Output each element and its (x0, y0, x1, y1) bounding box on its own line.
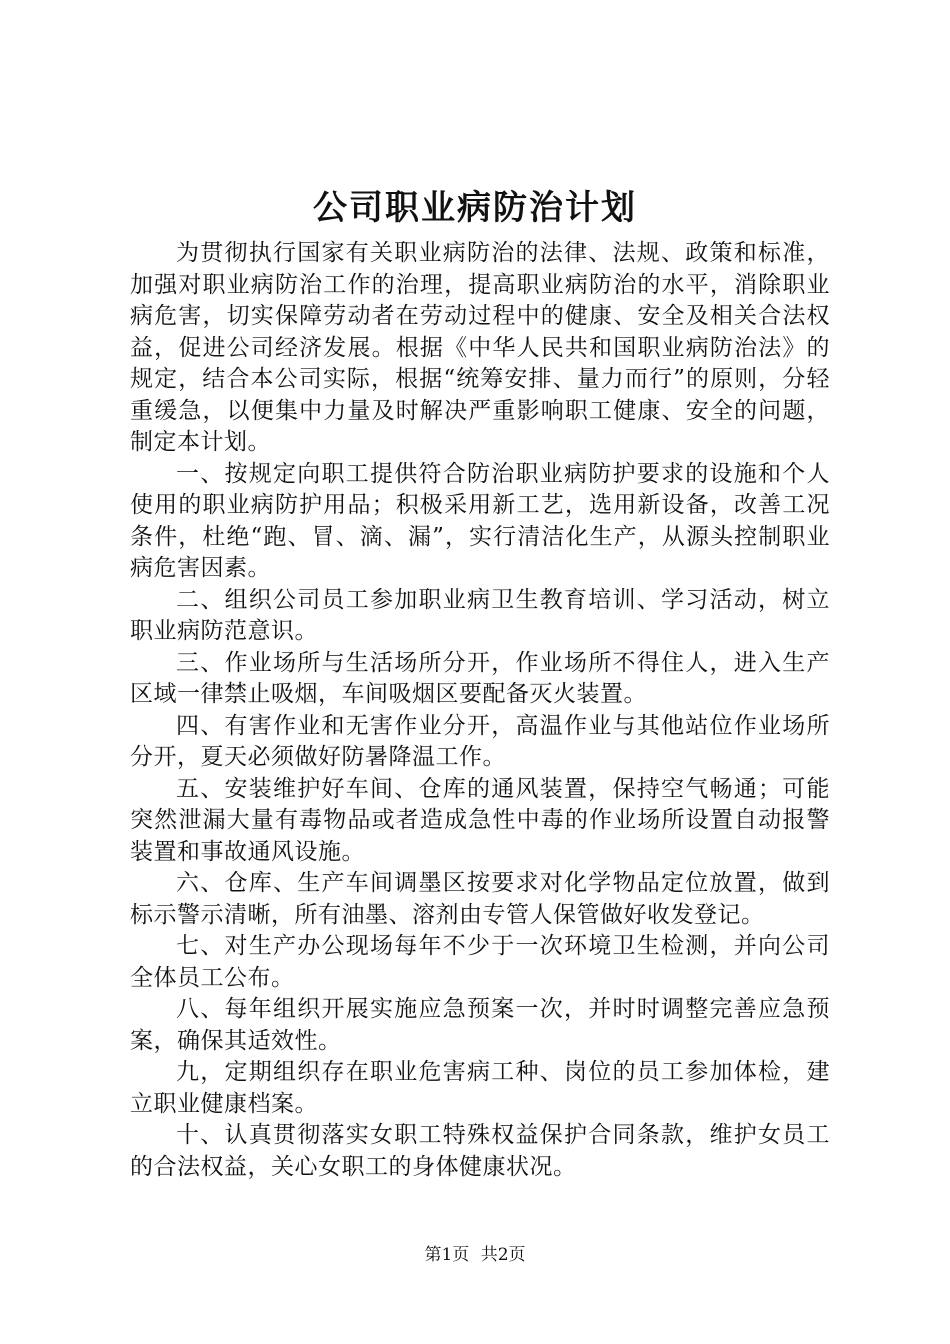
paragraph-item-3: 三、作业场所与生活场所分开，作业场所不得住人，进入生产区域一律禁止吸烟，车间吸烟区要配备灭火装置。 (130, 649, 830, 707)
document-title: 公司职业病防治计划 (313, 188, 637, 228)
page-footer (0, 1243, 950, 1267)
paragraph-item-7: 七、对生产办公现场每年不少于一次环境卫生检测，并向公司全体员工公布。 (130, 933, 830, 991)
paragraph-item-6: 六、仓库、生产车间调墨区按要求对化学物品定位放置，做到标示警示清晰，所有油墨、溶剂由专管人保管做好收发登记。 (130, 870, 830, 928)
paragraph-item-8: 八、每年组织开展实施应急预案一次，并时时调整完善应急预案，确保其适效性。 (130, 996, 830, 1054)
document-body (130, 238, 830, 1183)
paragraph-item-5: 五、安装维护好车间、仓库的通风装置，保持空气畅通；可能突然泄漏大量有毒物品或者造成急性中毒的作业场所设置自动报警装置和事故通风设施。 (130, 775, 830, 865)
paragraph-item-9: 九，定期组织存在职业危害病工种、岗位的员工参加体检，建立职业健康档案。 (130, 1059, 830, 1117)
page-total: 共2页 (480, 1245, 526, 1265)
paragraph-item-4: 四、有害作业和无害作业分开，高温作业与其他站位作业场所分开，夏天必须做好防暑降温工作。 (130, 712, 830, 770)
paragraph-intro: 为贯彻执行国家有关职业病防治的法律、法规、政策和标准，加强对职业病防治工作的治理，提高职业病防治的水平，消除职业病危害，切实保障劳动者在劳动过程中的健康、安全及相关合法权益，促进公司经济发展。根据《中华人民共和国职业病防治法》的规定，结合本公司实际，根据“统筹安排、量力而行”的原则，分轻重缓急，以便集中力量及时解决严重影响职工健康、安全的问题，制定本计划。 (130, 240, 830, 455)
paragraph-item-10: 十、认真贯彻落实女职工特殊权益保护合同条款，维护女员工的合法权益，关心女职工的身体健康状况。 (130, 1122, 830, 1180)
paragraph-item-2: 二、组织公司员工参加职业病卫生教育培训、学习活动，树立职业病防范意识。 (130, 586, 830, 644)
paragraph-item-1: 一、按规定向职工提供符合防治职业病防护要求的设施和个人使用的职业病防护用品；积极采用新工艺，选用新设备，改善工况条件，杜绝“跑、冒、滴、漏”，实行清洁化生产，从源头控制职业病危害因素。 (130, 460, 830, 581)
page-number: 第1页 (424, 1245, 470, 1265)
